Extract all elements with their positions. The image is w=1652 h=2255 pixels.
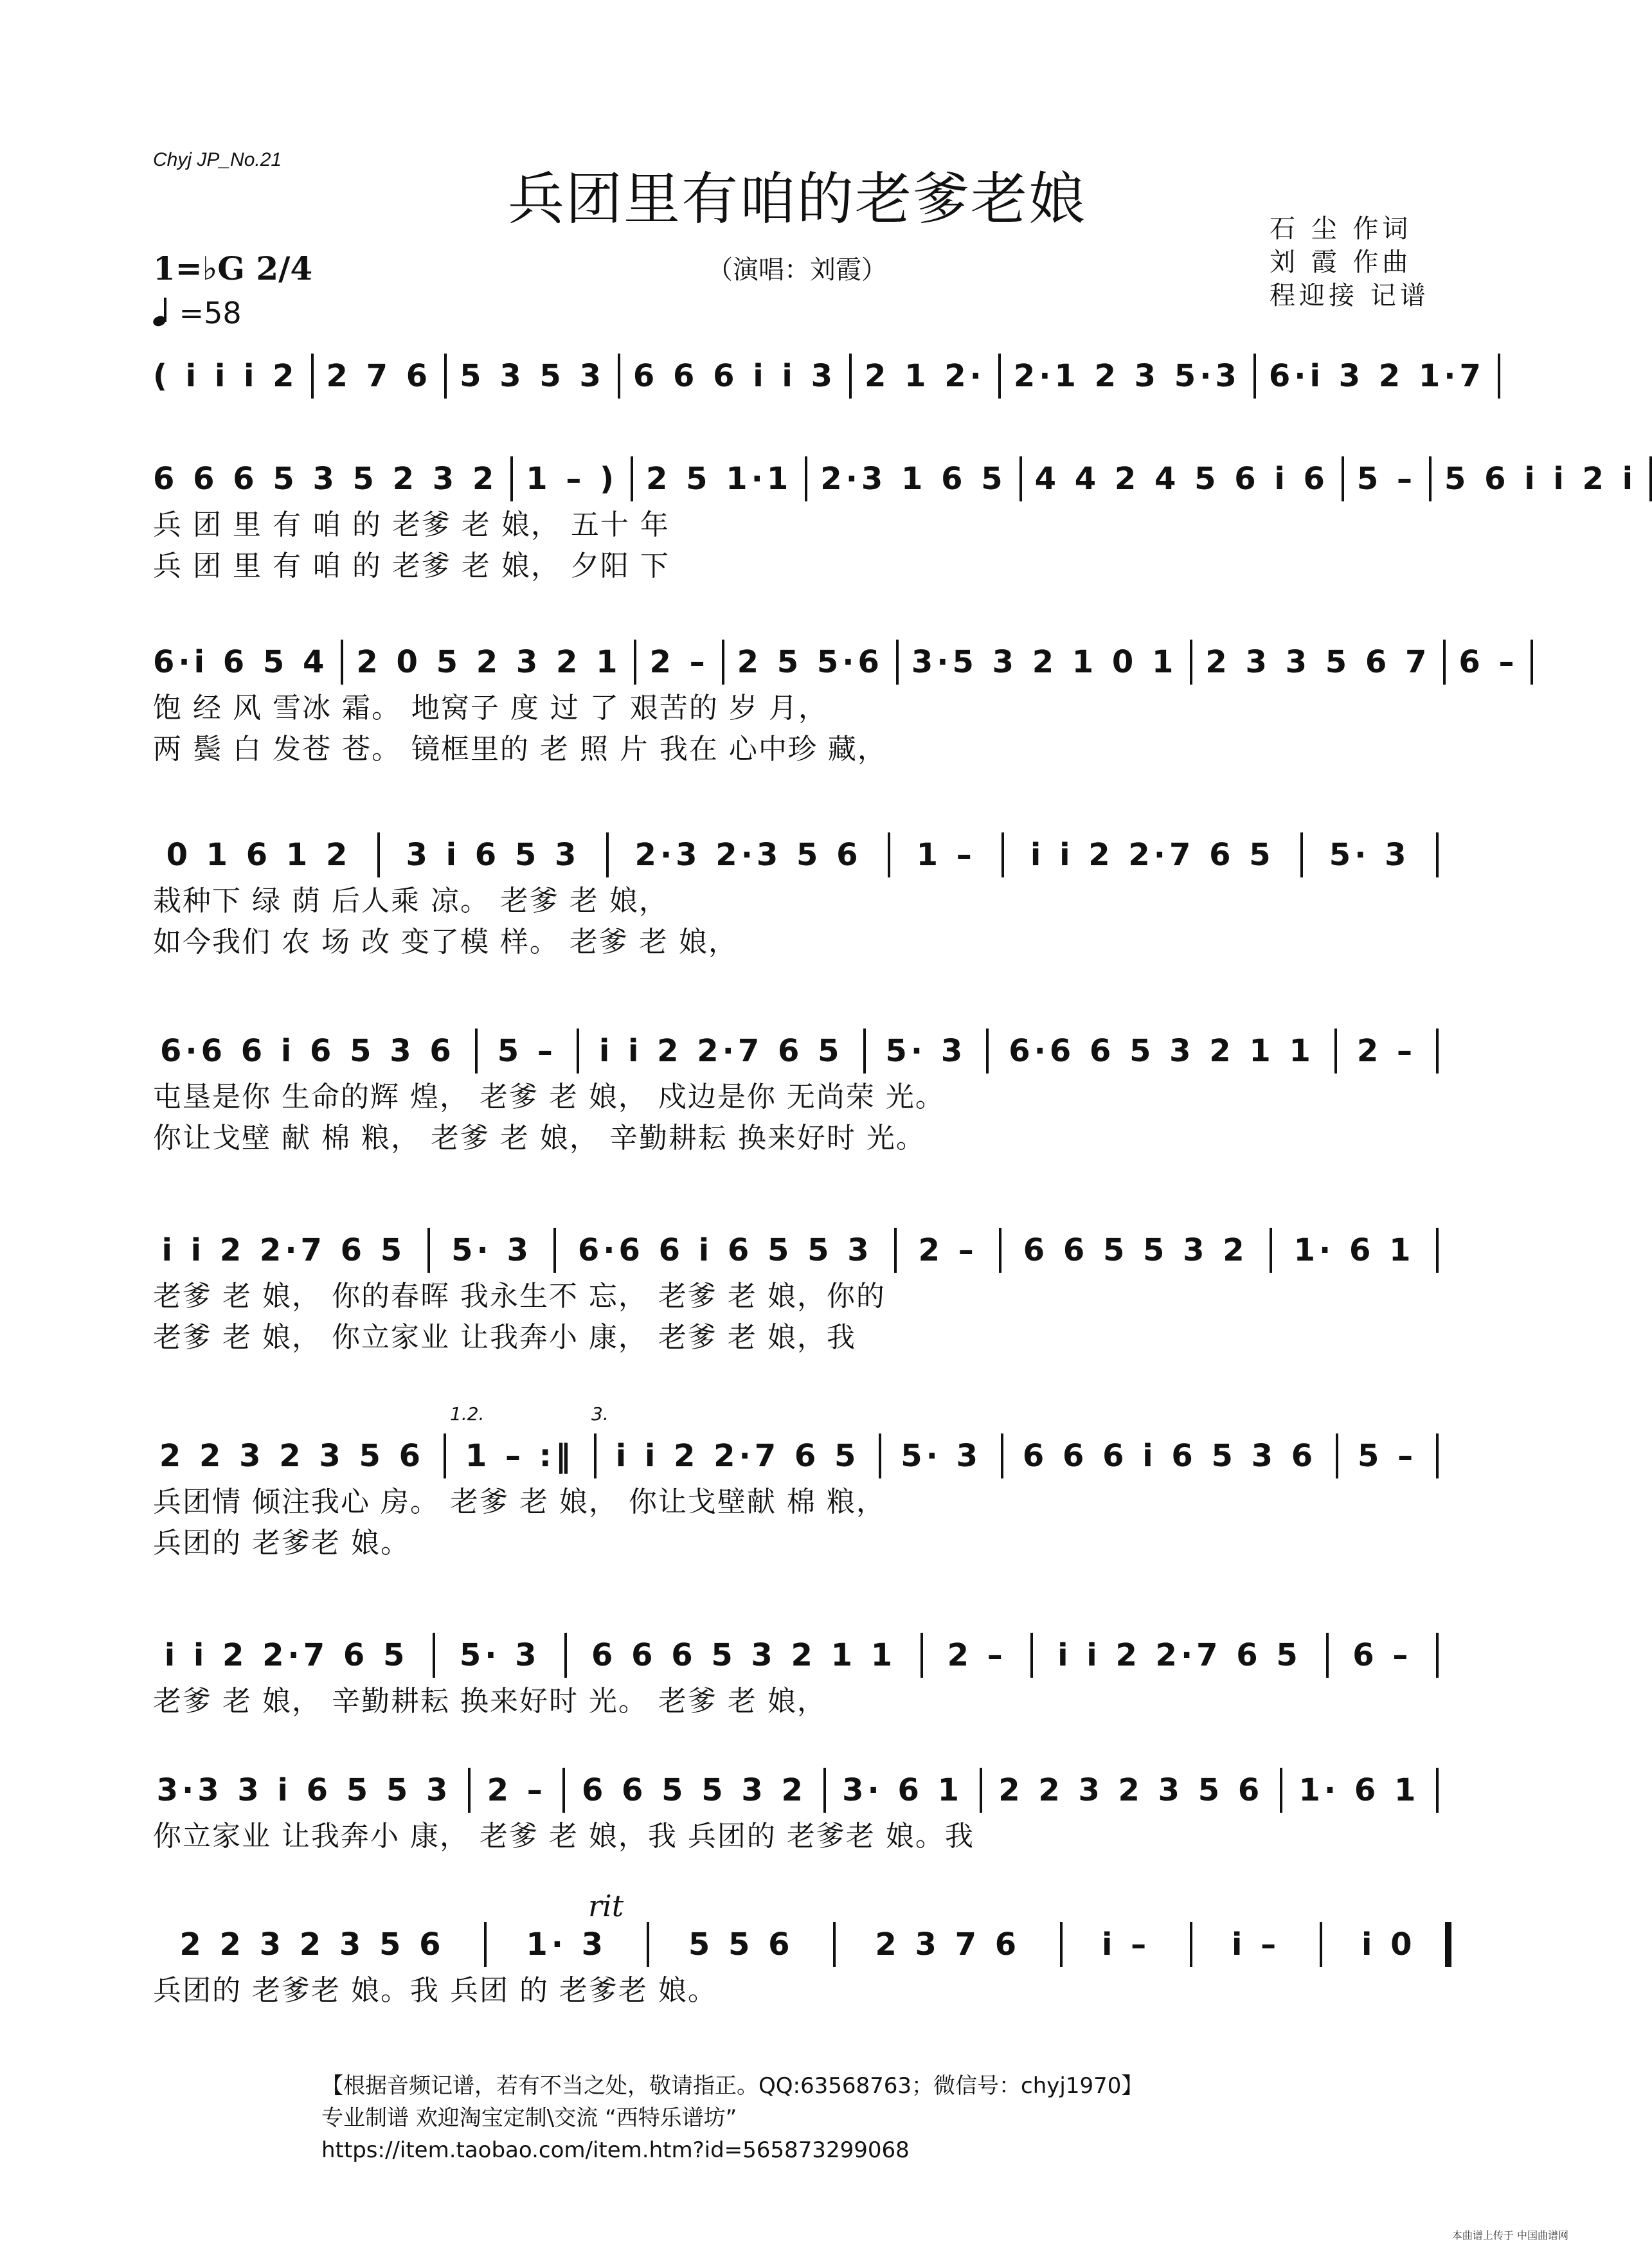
volta-first-ending: 1.2.	[450, 1403, 485, 1424]
measure: i –	[1101, 1927, 1151, 1963]
measure: 5· 3	[1329, 837, 1410, 873]
measure: 3·3 3 i 6 5 5 3	[156, 1772, 452, 1808]
notation-line	[153, 1630, 1451, 1681]
barline	[562, 1768, 565, 1813]
barline	[1030, 1633, 1033, 1678]
measure: 3· 6 1	[842, 1772, 963, 1808]
lyric-line: 兵团的 老爹老 娘。	[153, 1527, 410, 1559]
lyric-line: 你立家业 让我奔小 康， 老爹 老 娘，我 兵团的 老爹老 娘。我	[153, 1820, 974, 1853]
barline	[631, 456, 633, 501]
measure: 2 3 3 5 6 7	[1205, 644, 1431, 680]
measure: 2 –	[487, 1772, 546, 1808]
barline	[1334, 1029, 1337, 1074]
lyric-line: 兵 团 里 有 咱 的 老爹 老 娘， 五十 年	[153, 508, 670, 541]
measure: i i 2 2·7 6 5	[161, 1232, 406, 1268]
barline	[1649, 456, 1652, 501]
barline	[1531, 640, 1533, 685]
volta-third-ending: 3.	[591, 1403, 609, 1424]
barline	[823, 1768, 826, 1813]
barline	[1429, 456, 1432, 501]
measure: 6 –	[1352, 1637, 1412, 1673]
score-system	[153, 1765, 1451, 1857]
footer-url[interactable]: https://item.taobao.com/item.htm?id=565873299068	[321, 2137, 910, 2163]
measure: 3·5 3 2 1 0 1	[911, 644, 1178, 680]
score-system	[153, 350, 1485, 402]
barline	[1060, 1922, 1063, 1967]
quarter-note-icon	[153, 298, 170, 327]
barline	[1436, 1029, 1439, 1074]
lyric-line: 屯垦是你 生命的辉 煌， 老爹 老 娘， 戍边是你 无尚荣 光。	[153, 1081, 945, 1113]
measure: i –	[1231, 1927, 1280, 1963]
upload-watermark: 本曲谱上传于 中国曲谱网	[1451, 2229, 1568, 2242]
measure: 6 6 5 5 3 2	[581, 1772, 807, 1808]
barline	[888, 832, 890, 877]
lyric-line: 饱 经 风 雪冰 霜。 地窝子 度 过 了 艰苦的 岁 月，	[153, 692, 828, 724]
notation-line	[153, 1225, 1451, 1276]
credits-block	[1270, 212, 1430, 312]
measure: ( i i i 2	[153, 358, 298, 394]
notation-line	[153, 829, 1451, 881]
measure: 6·6 6 i 6 5 3 6	[159, 1033, 455, 1069]
tempo-value: =58	[179, 296, 242, 330]
measure: 5· 3	[459, 1637, 541, 1673]
barline	[427, 1228, 430, 1273]
barline	[311, 354, 314, 399]
measure: 5· 3	[901, 1438, 982, 1474]
transcriber-credit: 程迎接 记谱	[1270, 281, 1430, 310]
measure: 1 – :‖	[465, 1438, 575, 1474]
barline	[606, 832, 609, 877]
page-title: 兵团里有咱的老爹老娘	[507, 166, 1086, 232]
measure: 2 –	[918, 1232, 978, 1268]
measure: 5 –	[1357, 1438, 1417, 1474]
measure: 1· 6 1	[1293, 1232, 1415, 1268]
barline	[1253, 354, 1256, 399]
barline	[510, 456, 513, 501]
lyric-line: 老爹 老 娘， 你立家业 让我奔小 康， 老爹 老 娘，我	[153, 1321, 856, 1354]
measure: 4 4 2 4 5 6 i 6	[1034, 461, 1329, 497]
key-signature: 1=♭G 2/4	[153, 249, 313, 287]
barline	[998, 354, 1001, 399]
measure: 5 –	[497, 1033, 557, 1069]
barline	[920, 1633, 923, 1678]
barline	[564, 1633, 567, 1678]
barline	[484, 1922, 487, 1967]
barline	[1270, 1228, 1272, 1273]
barline	[475, 1029, 478, 1074]
measure: 6·i 3 2 1·7	[1268, 358, 1485, 394]
barline	[805, 456, 807, 501]
score-code: Chyj JP_No.21	[153, 149, 282, 170]
barline	[1336, 1433, 1338, 1478]
measure: 2 –	[947, 1637, 1007, 1673]
score-system	[153, 1919, 1451, 2011]
barline	[986, 1029, 989, 1074]
measure: 1 – )	[526, 461, 618, 497]
measure: 3 i 6 5 3	[406, 837, 580, 873]
score-system	[153, 1025, 1451, 1159]
barline	[879, 1433, 881, 1478]
barline	[444, 354, 447, 399]
measure: 5· 3	[451, 1232, 532, 1268]
singer-credit: （演唱：刘霞）	[707, 255, 887, 285]
lyric-line: 你让戈壁 献 棉 粮， 老爹 老 娘， 辛勤耕耘 换来好时 光。	[153, 1122, 926, 1154]
measure: 6 6 6 i i 3	[633, 358, 836, 394]
measure: 2 2 3 2 3 5 6	[998, 1772, 1264, 1808]
barline	[618, 354, 620, 399]
notation-line	[153, 1919, 1451, 1970]
barline	[1436, 832, 1439, 877]
notation-line	[153, 350, 1485, 402]
score-system	[153, 1225, 1451, 1358]
barline	[1443, 640, 1446, 685]
composer-credit: 刘 霞 作曲	[1270, 247, 1412, 277]
score-system	[153, 636, 1518, 770]
measure: 5· 3	[885, 1033, 967, 1069]
score-system	[153, 1430, 1451, 1564]
barline	[433, 1633, 435, 1678]
notation-line	[153, 1430, 1451, 1482]
score-system	[153, 453, 1637, 587]
barline	[1436, 1633, 1439, 1678]
barline	[1436, 1228, 1439, 1273]
barline	[1300, 832, 1303, 877]
measure: i i 2 2·7 6 5	[598, 1033, 843, 1069]
barline	[594, 1433, 597, 1478]
lyric-line: 如今我们 农 场 改 变了模 样。 老爹 老 娘，	[153, 926, 738, 958]
measure: 6 6 5 5 3 2	[1023, 1232, 1248, 1268]
measure: 6 –	[1459, 644, 1518, 680]
barline	[647, 1922, 649, 1967]
measure: i i 2 2·7 6 5	[164, 1637, 409, 1673]
barline	[722, 640, 724, 685]
barline	[1001, 1433, 1003, 1478]
measure: 6·6 6 5 3 2 1 1	[1009, 1033, 1315, 1069]
barline	[444, 1433, 446, 1478]
measure: 2 –	[649, 644, 709, 680]
measure: 1 –	[916, 837, 976, 873]
barline	[999, 1228, 1001, 1273]
measure: 2·3 1 6 5	[820, 461, 1007, 497]
measure: 6·6 6 i 6 5 5 3	[577, 1232, 873, 1268]
barline	[1498, 354, 1500, 399]
measure: i i 2 2·7 6 5	[615, 1438, 860, 1474]
barline	[553, 1228, 556, 1273]
score-system	[153, 829, 1451, 963]
barline	[1326, 1633, 1329, 1678]
measure: 2 5 5·6	[737, 644, 883, 680]
measure: 5 3 5 3	[460, 358, 605, 394]
tempo-marking	[153, 296, 242, 330]
measure: 6 6 6 i 6 5 3 6	[1022, 1438, 1317, 1474]
barline	[468, 1768, 471, 1813]
footer-line-2: 专业制谱 欢迎淘宝定制\交流 “西特乐谱坊”	[321, 2105, 737, 2131]
measure: 6 6 6 5 3 5 2 3 2	[153, 461, 498, 497]
measure: 2 0 5 2 3 2 1	[356, 644, 622, 680]
barline	[1001, 832, 1004, 877]
barline	[849, 354, 852, 399]
notation-line	[153, 453, 1637, 505]
barline	[863, 1029, 866, 1074]
measure: 0 1 6 1 2	[166, 837, 352, 873]
measure: i i 2 2·7 6 5	[1057, 1637, 1302, 1673]
barline	[1280, 1768, 1282, 1813]
measure: 5 –	[1356, 461, 1416, 497]
measure: 1· 3	[526, 1927, 607, 1963]
measure: i i 2 2·7 6 5	[1030, 837, 1275, 873]
notation-line	[153, 1025, 1451, 1077]
lyric-line: 老爹 老 娘， 你的春晖 我永生不 忘， 老爹 老 娘，你的	[153, 1280, 886, 1313]
barline	[377, 832, 380, 877]
lyric-line: 兵团的 老爹老 娘。我 兵团 的 老爹老 娘。	[153, 1974, 717, 2007]
barline	[896, 640, 899, 685]
barline	[1019, 456, 1022, 501]
ritardando-marking: rit	[588, 1889, 624, 1923]
barline	[1342, 456, 1344, 501]
barline	[980, 1768, 982, 1813]
measure: 2 2 3 2 3 5 6	[159, 1438, 424, 1474]
lyric-line: 兵 团 里 有 咱 的 老爹 老 娘， 夕阳 下	[153, 550, 670, 582]
score-system	[153, 1630, 1451, 1722]
lyric-line: 老爹 老 娘， 辛勤耕耘 换来好时 光。 老爹 老 娘，	[153, 1685, 827, 1718]
footer-notes	[321, 2070, 1143, 2166]
lyric-line: 兵团情 倾注我心 房。 老爹 老 娘， 你让戈壁献 棉 粮，	[153, 1486, 886, 1518]
measure: 2·1 2 3 5·3	[1013, 358, 1241, 394]
barline	[1445, 1922, 1451, 1967]
measure: 1· 6 1	[1298, 1772, 1420, 1808]
barline	[1320, 1922, 1322, 1967]
barline	[634, 640, 636, 685]
notation-line	[153, 636, 1518, 688]
measure: 2·3 2·3 5 6	[634, 837, 862, 873]
barline	[1436, 1433, 1439, 1478]
lyric-line: 两 鬓 白 发苍 苍。 镜框里的 老 照 片 我在 心中珍 藏，	[153, 733, 887, 766]
lyric-line: 栽种下 绿 荫 后人乘 凉。 老爹 老 娘，	[153, 885, 669, 917]
barline	[894, 1228, 897, 1273]
measure: 6·i 6 5 4	[153, 644, 328, 680]
barline	[577, 1029, 579, 1074]
measure: 2 7 6	[326, 358, 432, 394]
barline	[1190, 640, 1192, 685]
measure: 5 6 i i 2 i	[1444, 461, 1637, 497]
measure: 2 3 7 6	[875, 1927, 1021, 1963]
measure: 6 6 6 5 3 2 1 1	[591, 1637, 897, 1673]
footer-line-1: 【根据音频记谱，若有不当之处，敬请指正。QQ:63568763；微信号：chyj1970】	[321, 2073, 1144, 2099]
measure: 5 5 6	[688, 1927, 794, 1963]
measure: 2 5 1·1	[646, 461, 793, 497]
notation-line	[153, 1765, 1451, 1816]
barline	[833, 1922, 836, 1967]
measure: i 0	[1361, 1927, 1416, 1963]
barline	[1190, 1922, 1192, 1967]
barline	[1436, 1768, 1439, 1813]
barline	[341, 640, 343, 685]
measure: 2 –	[1356, 1033, 1416, 1069]
measure: 2 1 2·	[864, 358, 985, 394]
lyricist-credit: 石 尘 作词	[1270, 214, 1412, 244]
measure: 2 2 3 2 3 5 6	[179, 1927, 445, 1963]
